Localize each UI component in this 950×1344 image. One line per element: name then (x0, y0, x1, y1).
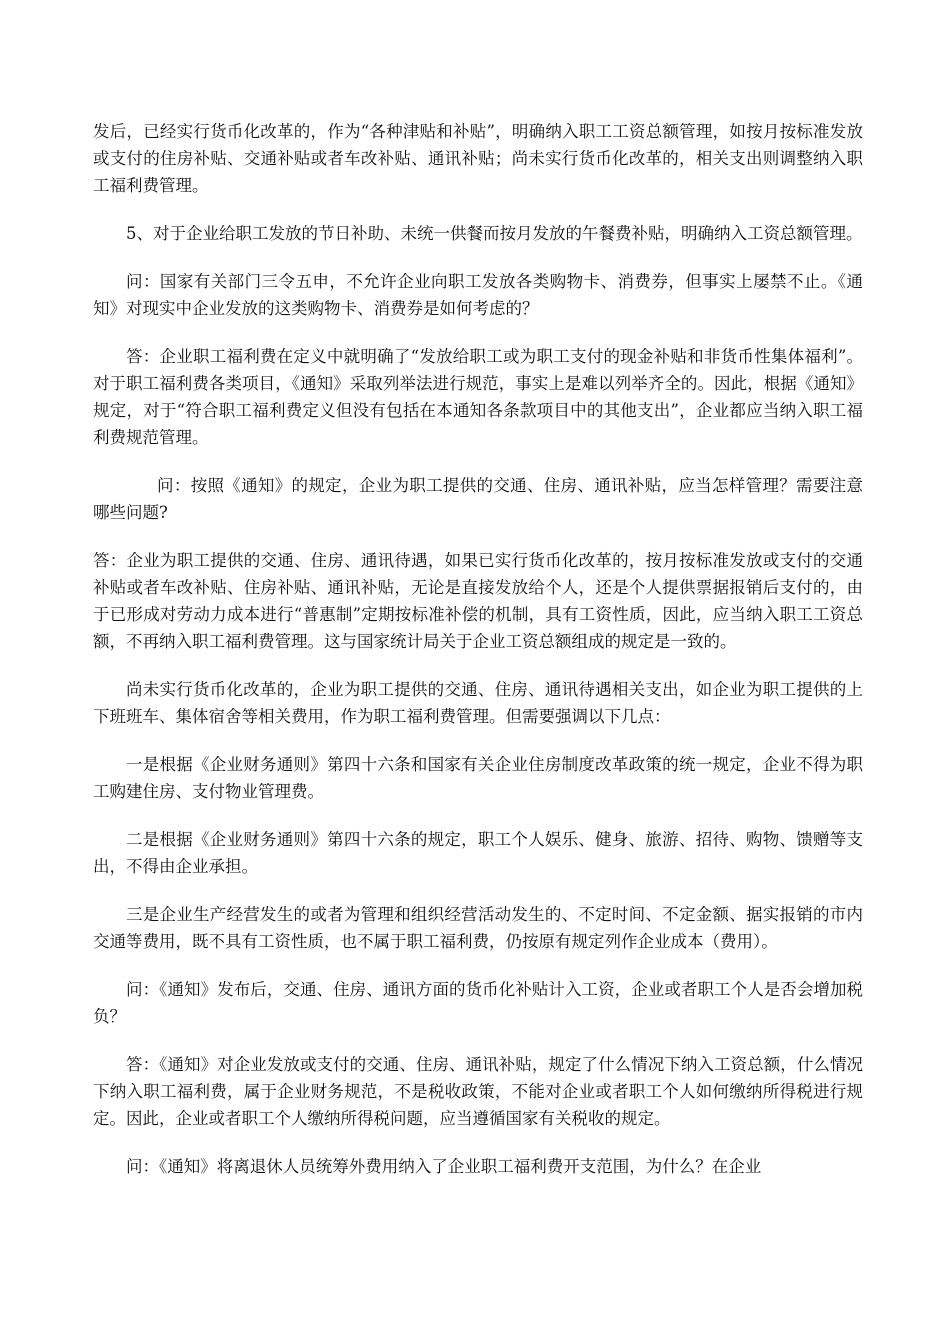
paragraph-non-monetized: 尚未实行货币化改革的，企业为职工提供的交通、住房、通讯待遇相关支出，如企业为职工提供的上下班班车、集体宿舍等相关费用，作为职工福利费管理。但需要强调以下几点： (93, 680, 863, 726)
paragraph-point-two: 二是根据《企业财务通则》第四十六条的规定，职工个人娱乐、健身、旅游、招待、购物、馈赠等支出，不得由企业承担。 (93, 830, 863, 876)
question-retiree-expenses: 问：《通知》将离退休人员统筹外费用纳入了企业职工福利费开支范围，为什么？在企业 (126, 1157, 762, 1176)
answer-shopping-cards: 答：企业职工福利费在定义中就明确了“发放给职工或为职工支付的现金补贴和非货币性集体福利”。对于职工福利费各类项目，《通知》采取列举法进行规范，事实上是难以列举齐全的。因此，根据《通知》规定，对于“符合职工福利费定义但没有包括在本通知各条款项目中的其他支出”，企业都应当纳入职工福利费规范管理。 (93, 347, 863, 447)
answer-allowances: 答：企业为职工提供的交通、住房、通讯待遇，如果已实行货币化改革的，按月按标准发放或支付的交通补贴或者车改补贴、住房补贴、通讯补贴，无论是直接发放给个人，还是个人提供票据报销后支付的，由于已形成对劳动力成本进行“普惠制”定期按标准补偿的机制，具有工资性质，因此，应当纳入职工工资总额，不再纳入职工福利费管理。这与国家统计局关于企业工资总额组成的规定是一致的。 (93, 551, 863, 651)
paragraph-item-5: 5、对于企业给职工发放的节日补助、未统一供餐而按月发放的午餐费补贴，明确纳入工资总额管理。 (126, 224, 863, 243)
paragraph-continuation: 发后，已经实行货币化改革的，作为“各种津贴和补贴”，明确纳入职工工资总额管理，如按月按标准发放或支付的住房补贴、交通补贴或者车改补贴、通讯补贴；尚未实行货币化改革的，相关支出则调整纳入职工福利费管理。 (93, 122, 863, 195)
question-shopping-cards: 问：国家有关部门三令五申，不允许企业向职工发放各类购物卡、消费券，但事实上屡禁不止。《通知》对现实中企业发放的这类购物卡、消费券是如何考虑的？ (93, 272, 863, 318)
question-allowances: 问：按照《通知》的规定，企业为职工提供的交通、住房、通讯补贴，应当怎样管理？需要注意哪些问题? (93, 476, 863, 522)
paragraph-point-one: 一是根据《企业财务通则》第四十六条和国家有关企业住房制度改革政策的统一规定，企业不得为职工购建住房、支付物业管理费。 (93, 755, 863, 801)
question-tax-burden: 问：《通知》发布后，交通、住房、通讯方面的货币化补贴计入工资，企业或者职工个人是否会增加税负？ (93, 980, 863, 1026)
paragraph-point-three: 三是企业生产经营发生的或者为管理和组织经营活动发生的、不定时间、不定金额、据实报销的市内交通等费用，既不具有工资性质，也不属于职工福利费，仍按原有规定列作企业成本（费用）。 (93, 905, 863, 951)
answer-tax-burden: 答：《通知》对企业发放或支付的交通、住房、通讯补贴，规定了什么情况下纳入工资总额，什么情况下纳入职工福利费，属于企业财务规范，不是税收政策，不能对企业或者职工个人如何缴纳所得税进行规定。因此，企业或者职工个人缴纳所得税问题，应当遵循国家有关税收的规定。 (93, 1055, 863, 1128)
document-body (93, 118, 863, 1201)
